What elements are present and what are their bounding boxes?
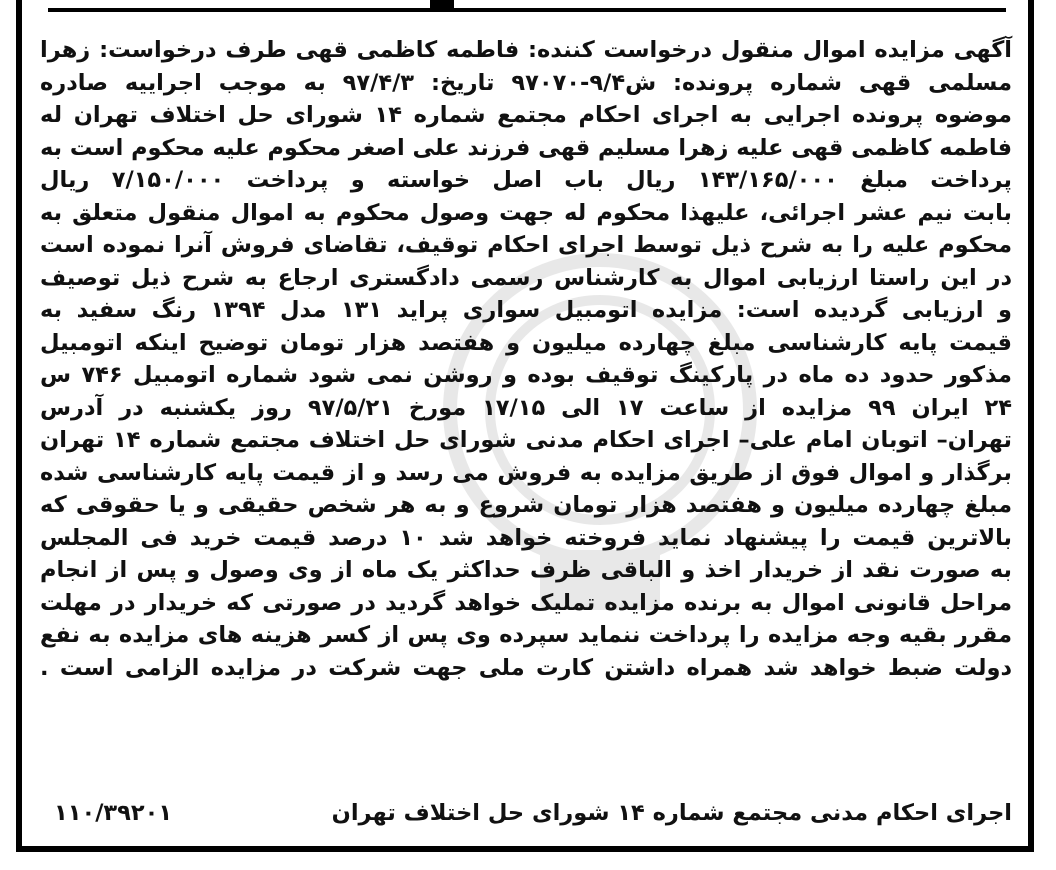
notice-line: در این راستا ارزیابی اموال به کارشناس رسمی دادگستری ارجاع به شرح ذیل توصیف [40,264,1012,291]
notice-line: مبلغ چهارده میلیون و هفتصد هزار تومان شروع و به هر شخص حقیقی و یا حقوقی که [40,492,1012,518]
notice-line: مراحل قانونی اموال به برنده مزایده تملیک خواهد گردید در صورتی که خریدار در مهلت [40,589,1012,616]
notice-line: دولت ضبط خواهد شد همراه داشتن کارت ملی جهت شرکت در مزایده الزامی است . [40,654,1012,681]
top-rule-notch [430,0,454,12]
notice-line: و ارزیابی گردیده است: مزایده اتومبیل سواری پراید ۱۳۱ مدل ۱۳۹۴ رنگ سفید به [40,297,1012,323]
notice-line: آگهی مزایده اموال منقول درخواست کننده: فاطمه کاظمی قهی طرف درخواست: زهرا [40,37,1012,63]
notice-code: ۱۱۰/۳۹۲۰۱ [54,800,173,826]
notice-line: بابت نیم عشر اجرائی، علیهذا محکوم له جهت وصول محکوم به اموال منقول متعلق به [40,199,1012,226]
notice-line: پرداخت مبلغ ۱۴۳/۱۶۵/۰۰۰ ریال باب اصل خواسته و پرداخت ۷/۱۵۰/۰۰۰ ریال [40,167,1012,193]
notice-footer [40,800,1012,834]
notice-line: به صورت نقد از خریدار اخذ و الباقی ظرف حداکثر یک ماه از وی وصول و پس از انجام [40,557,1012,583]
notice-line: فاطمه کاظمی قهی علیه زهرا مسلیم قهی فرزند علی اصغر محکوم علیه محکوم است به [40,134,1013,161]
notice-line: موضوه پرونده اجرایی به اجرای احکام مجتمع شماره ۱۴ شورای حل اختلاف تهران له [40,102,1012,128]
issuer-signature: اجرای احکام مدنی مجتمع شماره ۱۴ شورای حل اختلاف تهران [331,800,1012,826]
notice-line: مقرر بقیه وجه مزایده را پرداخت ننماید سپرده وی پس از کسر هزینه های مزایده به نفع [40,622,1012,648]
notice-line: بالاترین قیمت را پیشنهاد نماید فروخته خواهد شد ۱۰ درصد قیمت خرید فی المجلس [40,524,1012,551]
notice-line: قیمت پایه کارشناسی مبلغ چهارده میلیون و هفتصد هزار تومان توضیح اینکه اتومبیل [40,329,1012,356]
notice-body [40,34,1012,684]
top-rule [48,8,1006,12]
notice-line: ۲۴ ایران ۹۹ مزایده از ساعت ۱۷ الی ۱۷/۱۵ مورخ ۹۷/۵/۲۱ روز یکشنبه در آدرس [40,394,1012,421]
notice-line: مذکور حدود ده ماه در پارکینگ توقیف بوده و روشن نمی شود شماره اتومبیل ۷۴۶ س [40,362,1012,388]
notice-line: مسلمی قهی شماره پرونده: ش۹/۴-۹۷۰۷۰ تاریخ: ۹۷/۴/۳ به موجب اجراییه صادره [40,69,1012,96]
notice-line: تهران– اتوبان امام علی– اجرای احکام مدنی شورای حل اختلاف مجتمع شماره ۱۴ تهران [40,427,1012,453]
notice-line: محکوم علیه را به شرح ذیل توسط اجرای احکام توقیف، تقاضای فروش آنرا نموده است [40,232,1012,258]
notice-line: برگذار و اموال فوق از طریق مزایده به فروش می رسد و از قیمت پایه کارشناسی شده [40,459,1012,486]
